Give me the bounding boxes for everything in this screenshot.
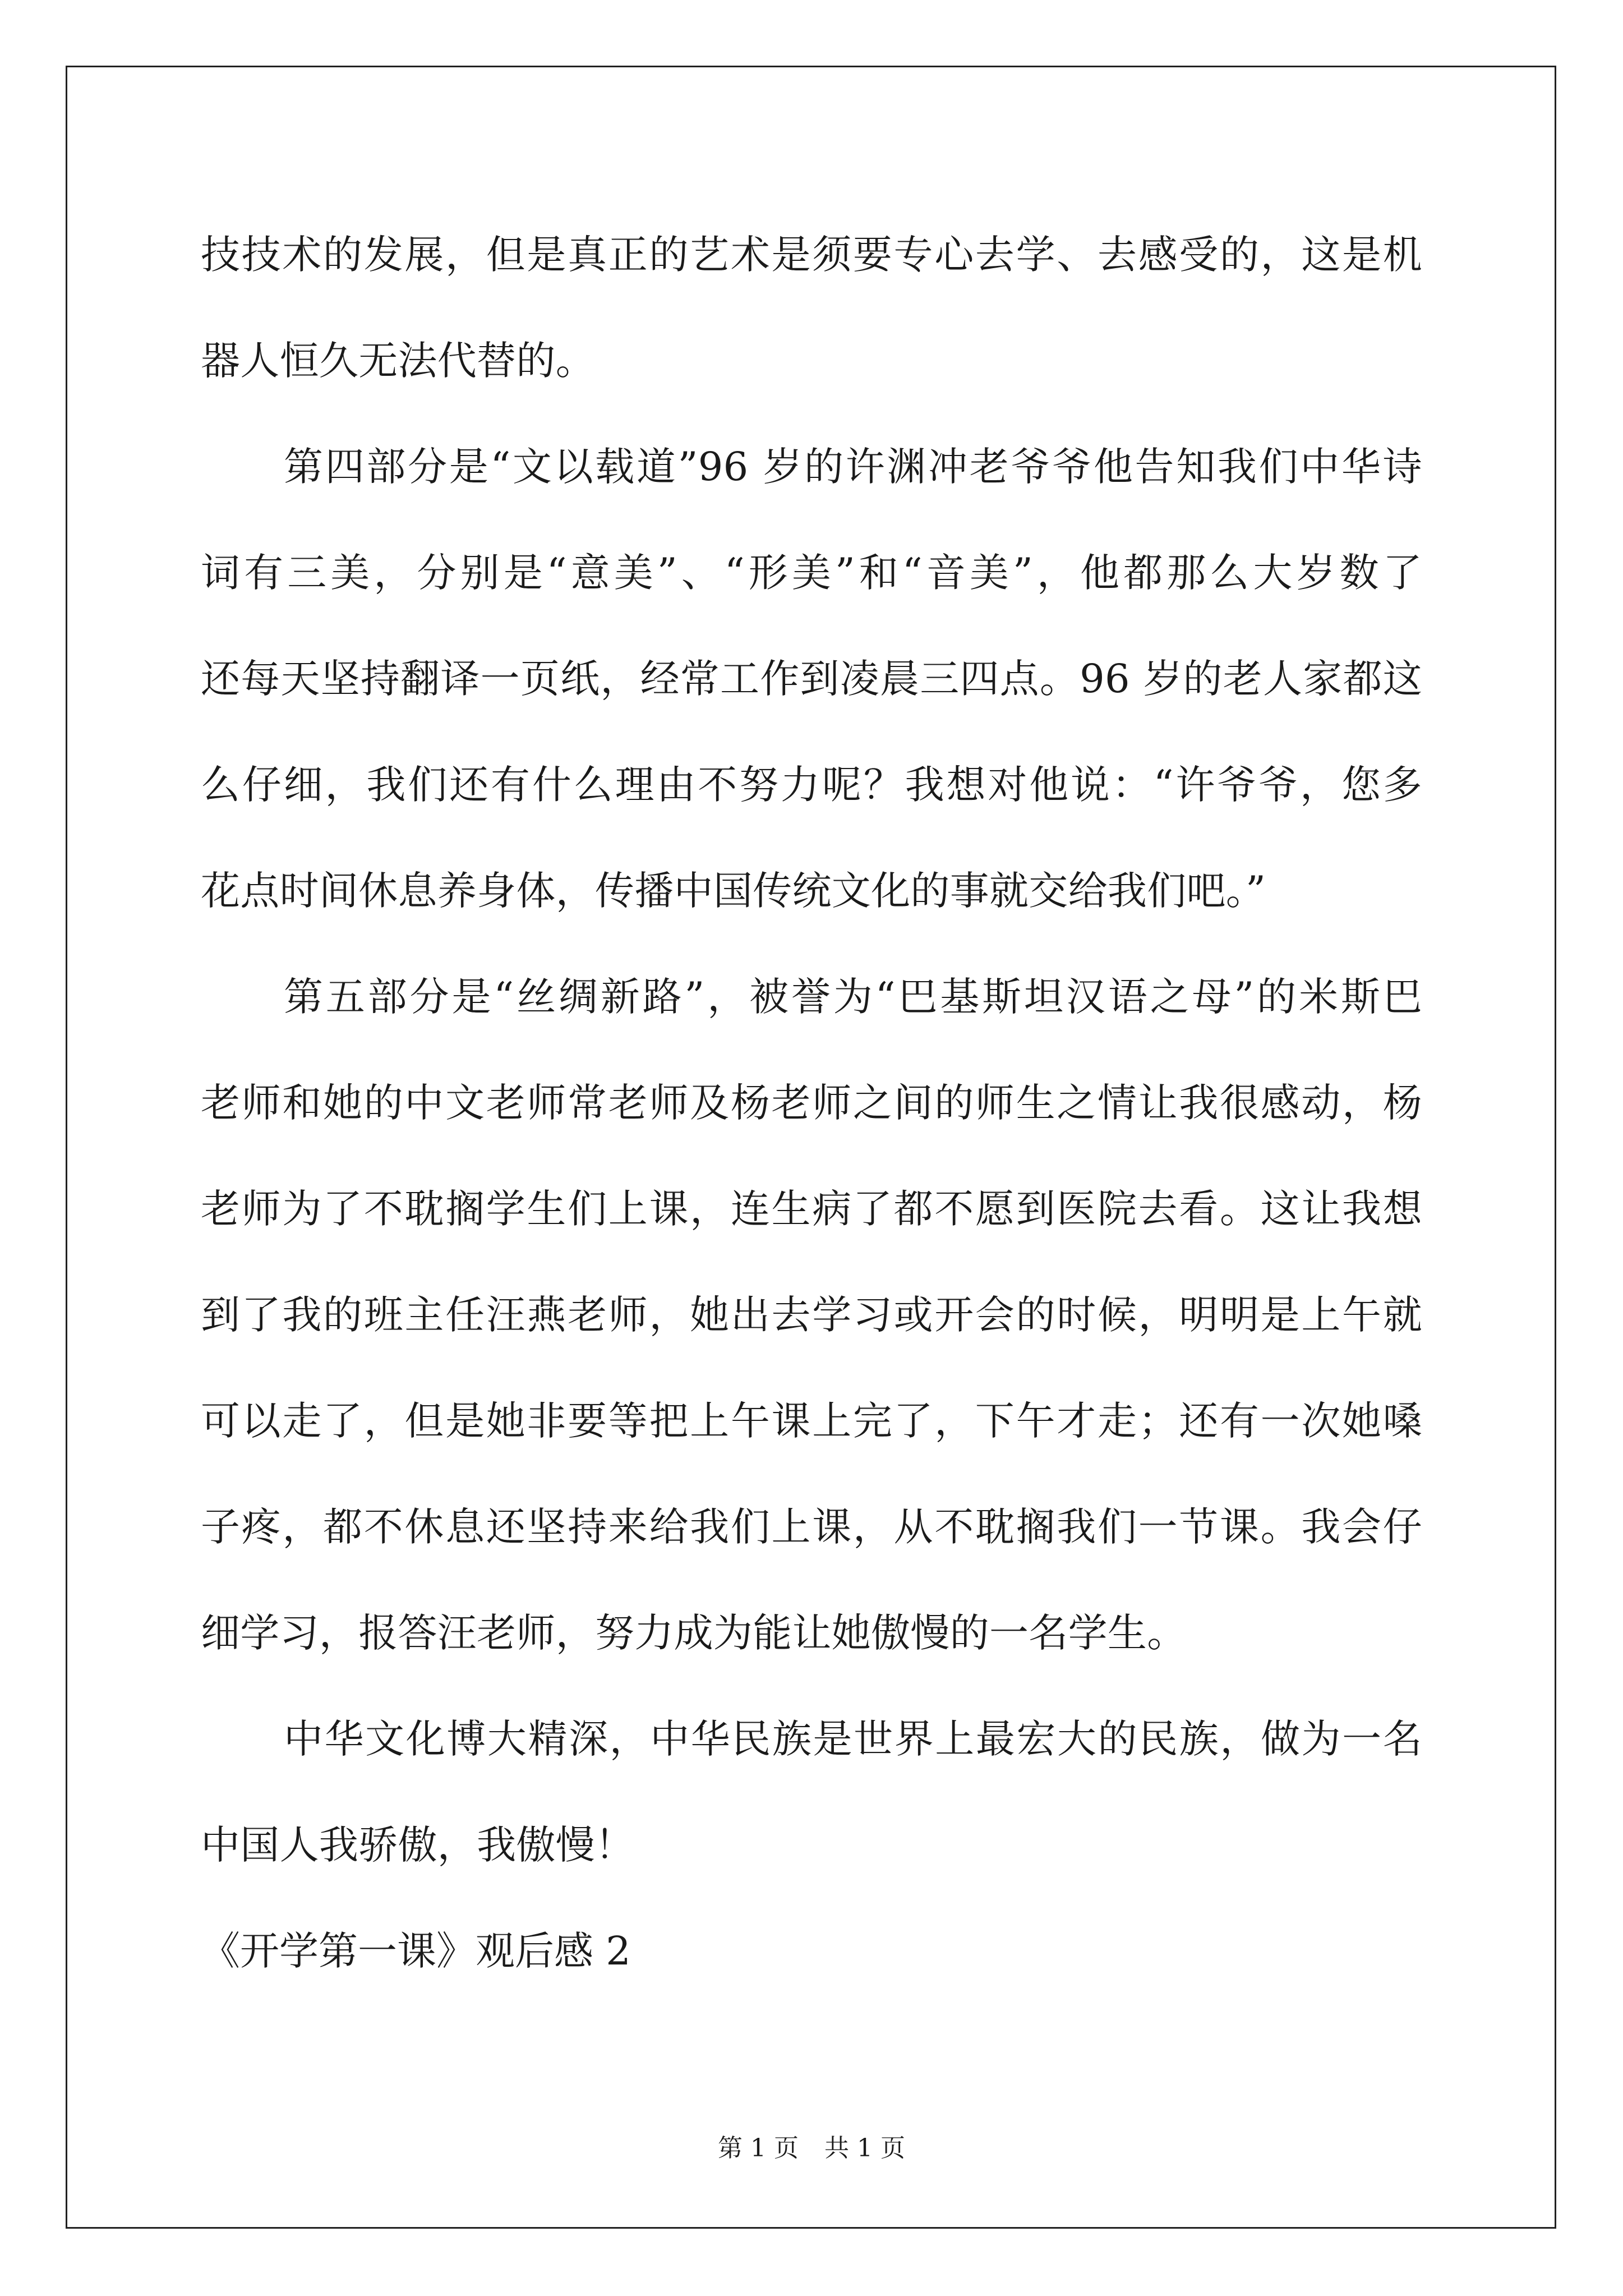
text-line: 中国人我骄傲，我傲慢！	[201, 1822, 635, 1868]
text-line: 可以走了，但是她非要等把上午课上完了，下午才走；还有一次她嗓	[201, 1398, 1422, 1444]
text-line: 老师和她的中文老师常老师及杨老师之间的师生之情让我很感动，杨	[201, 1080, 1422, 1126]
text-line: 词有三美，分别是“意美”、“形美”和“音美”，他都那么大岁数了	[201, 550, 1422, 596]
text-line: 到了我的班主任汪燕老师，她出去学习或开会的时候，明明是上午就	[201, 1292, 1422, 1338]
page-total: 共 1 页	[824, 2134, 905, 2162]
text-line: 细学习，报答汪老师，努力成为能让她傲慢的一名学生。	[201, 1610, 1187, 1656]
text-line: 子疼，都不休息还坚持来给我们上课，从不耽搁我们一节课。我会仔	[201, 1504, 1422, 1550]
text-line: 器人恒久无法代替的。	[201, 338, 595, 384]
page-footer	[0, 2132, 1623, 2165]
text-line: 技技术的发展，但是真正的艺术是须要专心去学、去感受的，这是机	[201, 232, 1422, 278]
section-heading: 《开学第一课》观后感 2	[201, 1928, 631, 1974]
paragraph-start-line: 第四部分是“文以载道”96 岁的许渊冲老爷爷他告知我们中华诗	[284, 444, 1422, 490]
page-number: 第 1 页	[718, 2134, 799, 2162]
paragraph-start-line: 第五部分是“丝绸新路”，被誉为“巴基斯坦汉语之母”的米斯巴	[284, 974, 1422, 1020]
text-line: 花点时间休息养身体，传播中国传统文化的事就交给我们吧。”	[201, 868, 1266, 914]
text-line: 还每天坚持翻译一页纸，经常工作到凌晨三四点。96 岁的老人家都这	[201, 656, 1422, 702]
paragraph-start-line: 中华文化博大精深，中华民族是世界上最宏大的民族，做为一名	[284, 1716, 1422, 1762]
text-line: 么仔细，我们还有什么理由不努力呢？我想对他说：“许爷爷，您多	[201, 762, 1422, 808]
document-body	[201, 202, 1422, 2004]
text-line: 老师为了不耽搁学生们上课，连生病了都不愿到医院去看。这让我想	[201, 1186, 1422, 1232]
